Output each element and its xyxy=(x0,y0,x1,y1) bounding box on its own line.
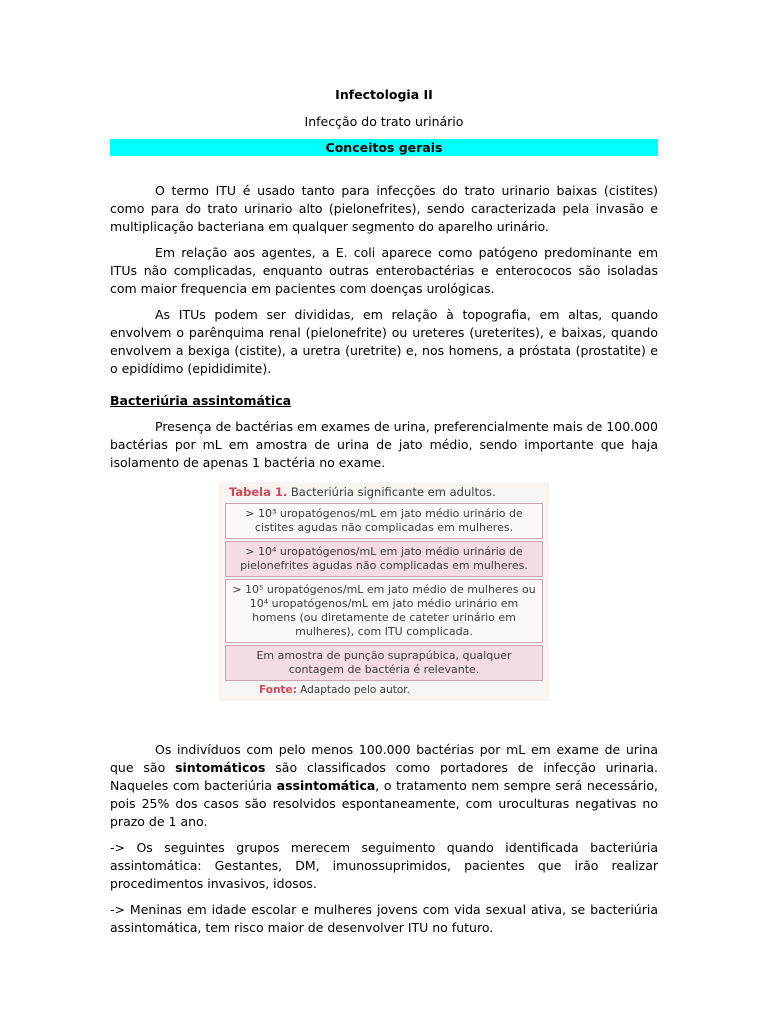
figure-label: Tabela 1. xyxy=(229,485,288,499)
figure-row: > 10³ uropatógenos/mL em jato médio urinário de cistites agudas não complicadas em mulheres. xyxy=(225,503,543,539)
body-paragraph-risk: -> Meninas em idade escolar e mulheres jovens com vida sexual ativa, se bacteriúria assintomática, tem risco maior de desenvolver ITU no futuro. xyxy=(110,902,658,935)
intro-paragraph-2: Em relação aos agentes, a E. coli aparece como patógeno predominante em ITUs não complicadas, enquanto outras enterobactérias e enterococos são isoladas com maior frequencia em pacientes com doenças urológicas. xyxy=(110,245,658,296)
bold-sintomaticos: sintomáticos xyxy=(175,760,266,775)
figure-row: > 10⁵ uropatógenos/mL em jato médio de mulheres ou 10⁴ uropatógenos/mL em jato médio urinário em homens (ou diretamente de cateter urinário em mulheres), com ITU complicada. xyxy=(225,579,543,643)
document-subtitle: Infecção do trato urinário xyxy=(304,114,464,129)
document-page xyxy=(110,86,658,945)
text-run: , o tratamento nem sempre será necessário, pois 25% dos casos são resolvidos espontaneamente, com uroculturas negativas no prazo de 1 ano. xyxy=(110,778,658,829)
figure-row: Em amostra de punção suprapúbica, qualquer contagem de bactéria é relevante. xyxy=(225,645,543,681)
text-run: Os indivíduos com pelo menos 100.000 bactérias por mL em exame de urina que são xyxy=(110,742,658,775)
figure-row: > 10⁴ uropatógenos/mL em jato médio urinário de pielonefrites agudas não complicadas em mulheres. xyxy=(225,541,543,577)
figure-source xyxy=(259,683,543,697)
intro-paragraph-3: As ITUs podem ser divididas, em relação à topografia, em altas, quando envolvem o parênquima renal (pielonefrite) ou ureteres (ureterites), e baixas, quando envolvem a bexiga (cistite), a uretra (uretrite) e, nos homens, a próstata (prostatite) e o epidídimo (epididimite). xyxy=(110,307,658,376)
body-paragraph-groups: -> Os seguintes grupos merecem seguimento quando identificada bacteriúria assintomática: Gestantes, DM, imunossuprimidos, pacientes que irão realizar procedimentos invasivos, idosos. xyxy=(110,840,658,891)
body-paragraph-symptomatic xyxy=(110,741,658,831)
text-run: são classificados como portadores de infecção urinaria. Naqueles com bacteriúria xyxy=(110,760,658,793)
figure-caption-text: Bacteriúria significante em adultos. xyxy=(290,485,496,499)
document-title: Infectologia II xyxy=(335,87,433,102)
section-paragraph: Presença de bactérias em exames de urina, preferencialmente mais de 100.000 bactérias por mL em amostra de urina de jato médio, sendo importante que haja isolamento de apenas 1 bactéria no exame. xyxy=(110,419,658,470)
figure-source-text: Adaptado pelo autor. xyxy=(300,684,410,696)
figure-source-label: Fonte: xyxy=(259,684,297,696)
intro-paragraph-1: O termo ITU é usado tanto para infecções do trato urinario baixas (cistites) como para do trato urinario alto (pielonefrites), sendo caracterizada pela invasão e multiplicação bacteriana em qualquer segmento do aparelho urinário. xyxy=(110,183,658,234)
section-heading: Bacteriúria assintomática xyxy=(110,393,292,408)
figure-caption xyxy=(229,485,543,499)
bold-assintomatica: assintomática xyxy=(276,778,376,793)
section-band: Conceitos gerais xyxy=(110,139,658,156)
table-figure xyxy=(219,482,549,701)
